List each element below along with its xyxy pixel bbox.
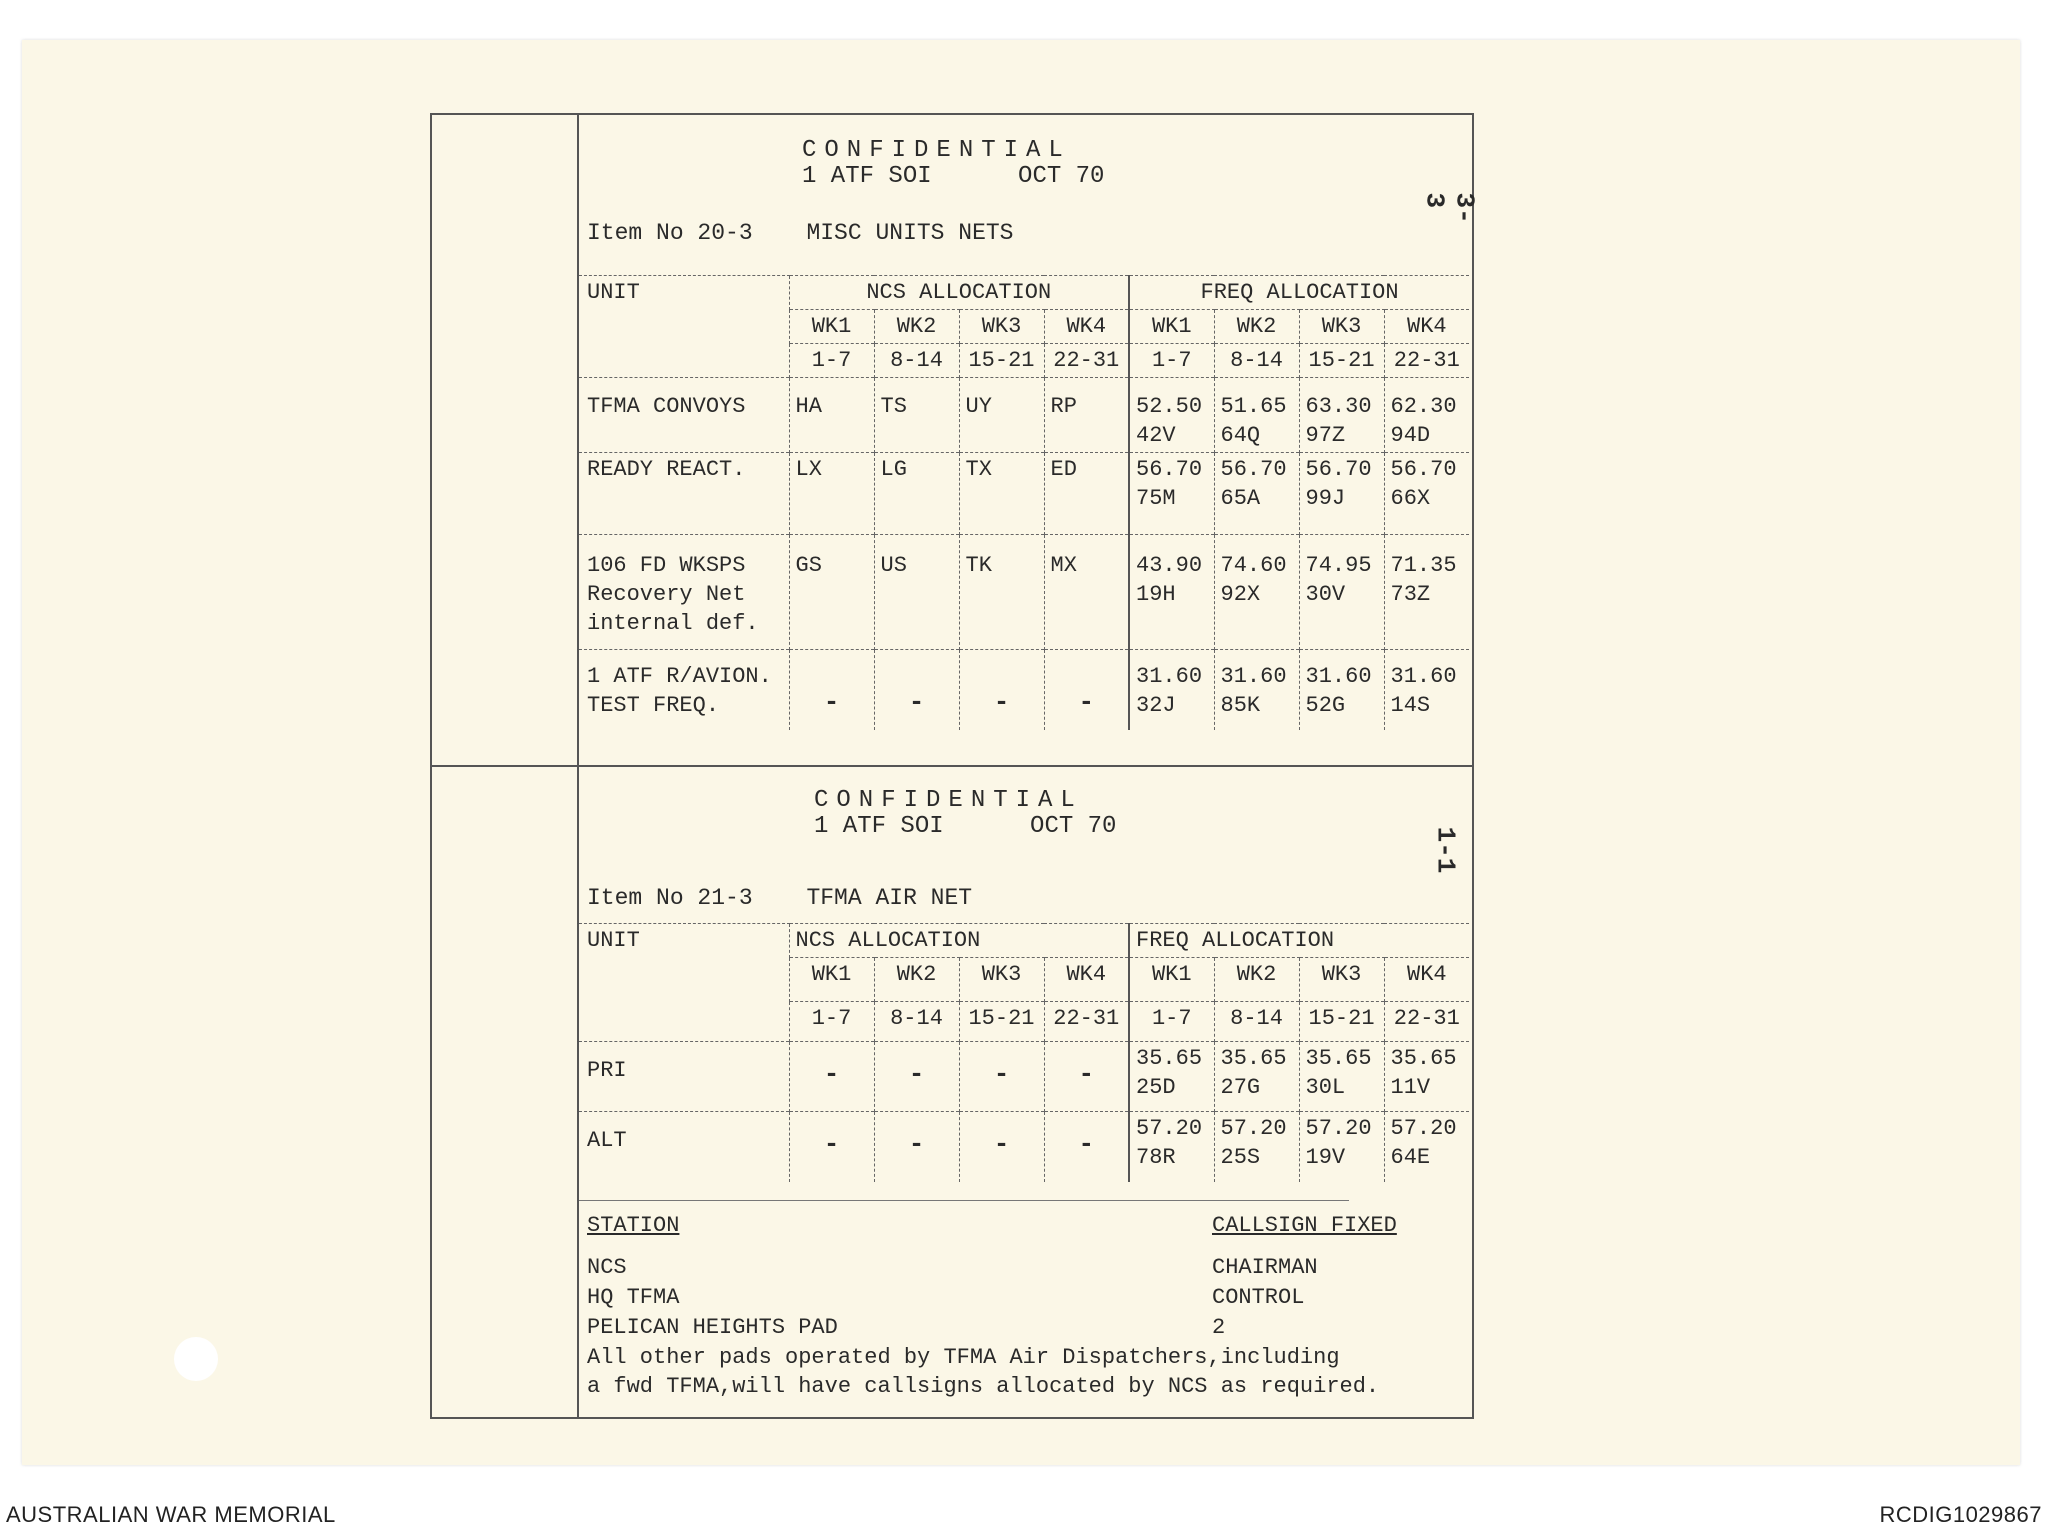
freq-callsign: 25S [1220, 1145, 1261, 1170]
ncs-day-range: 22-31 [1044, 344, 1129, 378]
ncs-day-range: 22-31 [1044, 1002, 1129, 1042]
freq-callsign: 85K [1220, 693, 1261, 718]
freq-cell [1129, 1042, 1214, 1112]
unit-name-line: Recovery Net [587, 582, 746, 607]
freq-callsign: 94D [1390, 423, 1431, 448]
header-row-ranges [579, 344, 1469, 378]
freq-callsign: 32J [1136, 693, 1176, 718]
unit-name [579, 650, 789, 730]
freq-cell [1384, 650, 1469, 730]
item-number-1: Item No 20-3 [587, 220, 753, 246]
ncs-day-range: 8-14 [874, 1002, 959, 1042]
freq-cell [1214, 1112, 1299, 1182]
ncs-week-label: WK3 [959, 958, 1044, 1002]
freq-callsign: 73Z [1390, 582, 1431, 607]
freq-cell [1214, 1042, 1299, 1112]
ncs-callsign: - [789, 1112, 874, 1182]
unit-name: READY REACT. [579, 453, 789, 535]
ncs-callsign: MX [1044, 535, 1129, 650]
station-name: NCS [587, 1255, 627, 1280]
ncs-callsign: TS [874, 378, 959, 453]
frequency: 31.60 [1305, 664, 1372, 689]
station-callsign: CHAIRMAN [1212, 1255, 1318, 1280]
freq-cell [1214, 378, 1299, 453]
frequency: 63.30 [1305, 394, 1372, 419]
freq-week-label: WK3 [1299, 958, 1384, 1002]
freq-callsign: 52G [1305, 693, 1346, 718]
frequency: 43.90 [1136, 553, 1203, 578]
freq-day-range: 1-7 [1129, 1002, 1214, 1042]
freq-day-range: 8-14 [1214, 1002, 1299, 1042]
ncs-week-label: WK4 [1044, 310, 1129, 344]
station-note-line-1: All other pads operated by TFMA Air Dispatchers,including [587, 1345, 1340, 1370]
frequency: 31.60 [1136, 664, 1203, 689]
station-note-line-2: a fwd TFMA,will have callsigns allocated by NCS as required. [587, 1374, 1380, 1399]
unit-name-line: internal def. [587, 611, 759, 636]
header-row-titles [579, 924, 1469, 958]
header-row-weeks [579, 958, 1469, 1002]
freq-week-label: WK4 [1384, 958, 1469, 1002]
ncs-week-label: WK1 [789, 310, 874, 344]
ncs-allocation-header: NCS ALLOCATION [789, 924, 1129, 958]
freq-callsign: 65A [1220, 486, 1261, 511]
freq-callsign: 97Z [1305, 423, 1346, 448]
ncs-callsign: US [874, 535, 959, 650]
ncs-week-label: WK2 [874, 310, 959, 344]
freq-callsign: 66X [1390, 486, 1431, 511]
freq-callsign: 30L [1305, 1075, 1346, 1100]
table-row [579, 378, 1469, 453]
section-divider [432, 765, 1472, 767]
freq-cell [1384, 378, 1469, 453]
ncs-week-label: WK1 [789, 958, 874, 1002]
frequency: 56.70 [1220, 457, 1287, 482]
frequency: 74.95 [1305, 553, 1372, 578]
confidential-heading-2: CONFIDENTIAL [814, 787, 1083, 814]
freq-callsign: 99J [1305, 486, 1346, 511]
page-mark-2: 1-1 [1430, 826, 1461, 874]
ncs-callsign: - [1044, 1112, 1129, 1182]
ncs-callsign: - [874, 1112, 959, 1182]
soi-date-2: OCT 70 [1030, 813, 1117, 840]
soi-line-1 [802, 163, 1104, 190]
ncs-callsign: - [789, 1042, 874, 1112]
freq-cell [1214, 453, 1299, 535]
frequency: 57.20 [1305, 1116, 1372, 1141]
freq-callsign: 78R [1136, 1145, 1176, 1170]
freq-day-range: 22-31 [1384, 1002, 1469, 1042]
frequency: 56.70 [1136, 457, 1203, 482]
freq-cell [1299, 1112, 1384, 1182]
freq-day-range: 15-21 [1299, 344, 1384, 378]
freq-callsign: 75M [1136, 486, 1176, 511]
ncs-callsign: LG [874, 453, 959, 535]
freq-cell [1129, 1112, 1214, 1182]
unit-name: TFMA CONVOYS [579, 378, 789, 453]
freq-cell [1299, 378, 1384, 453]
frequency: 31.60 [1390, 664, 1457, 689]
archive-credit: AUSTRALIAN WAR MEMORIAL [6, 1502, 336, 1527]
station-divider [579, 1200, 1349, 1201]
freq-cell [1299, 453, 1384, 535]
station-name: PELICAN HEIGHTS PAD [587, 1315, 838, 1340]
ncs-callsign: - [789, 650, 874, 730]
callsign-fixed-header: CALLSIGN FIXED [1212, 1213, 1397, 1238]
frequency: 52.50 [1136, 394, 1203, 419]
freq-cell [1129, 378, 1214, 453]
ncs-day-range: 1-7 [789, 344, 874, 378]
table-row [579, 650, 1469, 730]
header-row-ranges [579, 1002, 1469, 1042]
freq-callsign: 19V [1305, 1145, 1346, 1170]
freq-week-label: WK1 [1129, 310, 1214, 344]
ncs-callsign: - [1044, 1042, 1129, 1112]
freq-cell [1299, 1042, 1384, 1112]
ncs-callsign: RP [1044, 378, 1129, 453]
freq-cell [1299, 535, 1384, 650]
soi-label-2: 1 ATF SOI [814, 813, 944, 840]
station-name: HQ TFMA [587, 1285, 680, 1310]
frequency: 51.65 [1220, 394, 1287, 419]
frequency: 31.60 [1220, 664, 1287, 689]
station-callsign: 2 [1212, 1315, 1226, 1340]
frequency: 62.30 [1390, 394, 1457, 419]
frequency: 56.70 [1390, 457, 1457, 482]
freq-week-label: WK2 [1214, 958, 1299, 1002]
freq-allocation-header: FREQ ALLOCATION [1129, 276, 1469, 310]
freq-cell [1384, 535, 1469, 650]
ncs-callsign: - [874, 1042, 959, 1112]
punch-hole [174, 1337, 218, 1381]
unit-name-line: 106 FD WKSPS [587, 553, 746, 578]
archive-id: RCDIG1029867 [1879, 1502, 2042, 1527]
freq-callsign: 64Q [1220, 423, 1261, 448]
ncs-day-range: 1-7 [789, 1002, 874, 1042]
freq-cell [1129, 535, 1214, 650]
freq-cell [1129, 650, 1214, 730]
freq-callsign: 64E [1390, 1145, 1431, 1170]
header-row-titles [579, 276, 1469, 310]
freq-callsign: 30V [1305, 582, 1346, 607]
ncs-callsign: LX [789, 453, 874, 535]
freq-cell [1384, 1112, 1469, 1182]
frequency: 74.60 [1220, 553, 1287, 578]
item-number-2: Item No 21-3 [587, 885, 753, 911]
ncs-callsign: HA [789, 378, 874, 453]
frequency: 35.65 [1305, 1046, 1372, 1071]
ncs-week-label: WK3 [959, 310, 1044, 344]
table-row [579, 535, 1469, 650]
freq-cell [1129, 453, 1214, 535]
station-header: STATION [587, 1213, 680, 1238]
table-row [579, 1042, 1469, 1112]
unit-header: UNIT [579, 924, 789, 958]
item-heading-1 [587, 220, 1014, 246]
freq-cell [1214, 535, 1299, 650]
ncs-callsign: TX [959, 453, 1044, 535]
frequency: 35.65 [1136, 1046, 1203, 1071]
soi-line-2 [814, 813, 1116, 840]
ncs-day-range: 15-21 [959, 344, 1044, 378]
table-row [579, 453, 1469, 535]
table-row [579, 1112, 1469, 1182]
ncs-callsign: - [874, 650, 959, 730]
freq-day-range: 22-31 [1384, 344, 1469, 378]
unit-name-line: 1 ATF R/AVION. [587, 664, 772, 689]
ncs-callsign: TK [959, 535, 1044, 650]
frequency: 56.70 [1305, 457, 1372, 482]
freq-cell [1299, 650, 1384, 730]
soi-sheet [430, 113, 1480, 1419]
ncs-callsign: - [959, 650, 1044, 730]
confidential-heading-1: CONFIDENTIAL [802, 137, 1071, 164]
freq-day-range: 1-7 [1129, 344, 1214, 378]
freq-cell [1384, 1042, 1469, 1112]
freq-callsign: 25D [1136, 1075, 1176, 1100]
unit-header: UNIT [579, 276, 789, 310]
misc-units-nets-table [579, 275, 1469, 730]
freq-allocation-header: FREQ ALLOCATION [1129, 924, 1469, 958]
ncs-callsign: - [959, 1042, 1044, 1112]
header-row-weeks [579, 310, 1469, 344]
freq-callsign: 27G [1220, 1075, 1261, 1100]
freq-callsign: 11V [1390, 1075, 1431, 1100]
ncs-allocation-header: NCS ALLOCATION [789, 276, 1129, 310]
station-callsign: CONTROL [1212, 1285, 1305, 1310]
unit-name: ALT [579, 1112, 789, 1182]
tfma-air-net-table [579, 923, 1469, 1182]
freq-week-label: WK2 [1214, 310, 1299, 344]
freq-week-label: WK3 [1299, 310, 1384, 344]
ncs-callsign: UY [959, 378, 1044, 453]
freq-day-range: 15-21 [1299, 1002, 1384, 1042]
item-title-2: TFMA AIR NET [806, 885, 973, 911]
freq-callsign: 92X [1220, 582, 1261, 607]
item-title-1: MISC UNITS NETS [806, 220, 1014, 246]
unit-name [579, 535, 789, 650]
frequency: 57.20 [1136, 1116, 1203, 1141]
ncs-day-range: 8-14 [874, 344, 959, 378]
frequency: 57.20 [1220, 1116, 1287, 1141]
freq-cell [1214, 650, 1299, 730]
item-heading-2 [587, 885, 972, 911]
ncs-week-label: WK4 [1044, 958, 1129, 1002]
ncs-callsign: - [1044, 650, 1129, 730]
freq-callsign: 19H [1136, 582, 1176, 607]
page-mark-1: 3-3 [1419, 192, 1480, 224]
ncs-callsign: GS [789, 535, 874, 650]
freq-callsign: 42V [1136, 423, 1176, 448]
unit-name: PRI [579, 1042, 789, 1112]
freq-week-label: WK1 [1129, 958, 1214, 1002]
unit-name-line: TEST FREQ. [587, 693, 720, 718]
soi-label-1: 1 ATF SOI [802, 163, 932, 190]
ncs-callsign: - [959, 1112, 1044, 1182]
frequency: 35.65 [1390, 1046, 1457, 1071]
freq-callsign: 14S [1390, 693, 1431, 718]
freq-week-label: WK4 [1384, 310, 1469, 344]
ncs-callsign: ED [1044, 453, 1129, 535]
soi-date-1: OCT 70 [1018, 163, 1105, 190]
frequency: 57.20 [1390, 1116, 1457, 1141]
ncs-day-range: 15-21 [959, 1002, 1044, 1042]
freq-cell [1384, 453, 1469, 535]
frequency: 71.35 [1390, 553, 1457, 578]
freq-day-range: 8-14 [1214, 344, 1299, 378]
frequency: 35.65 [1220, 1046, 1287, 1071]
ncs-week-label: WK2 [874, 958, 959, 1002]
